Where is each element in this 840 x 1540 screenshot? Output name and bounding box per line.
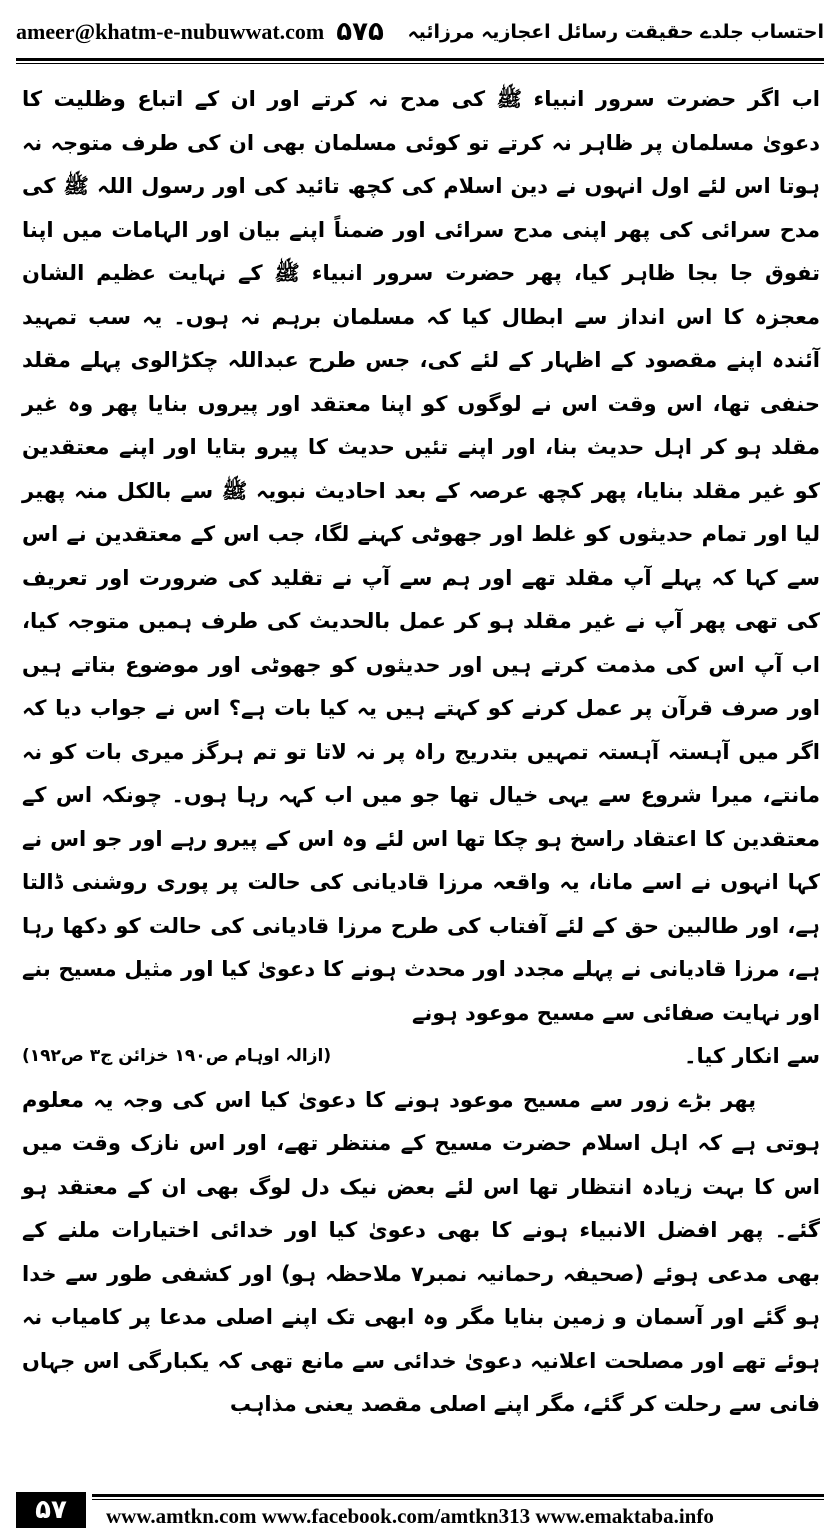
paragraph-2: پھر بڑے زور سے مسیح موعود ہونے کا دعویٰ کیا اس کی وجہ یہ معلوم ہوتی ہے کہ اہل اسلام حضرت مسیح کے منتظر تھے، اور اس نازک وقت میں اس کا بہت زیادہ انتظار تھا اس لئے بعض نیک دل لوگ بھی ان کے معتقد ہو گئے۔ پھر افضل الانبیاء ہونے کا بھی دعویٰ کیا اور خدائی اختیارات ملنے کے بھی مدعی ہوئے (صحیفہ رحمانیہ نمبر۷ ملاحظہ ہو) اور کشفی طور سے خدا ہو گئے اور آسمان و زمین بنایا مگر وہ ابھی تک اپنے اصلی مدعا پر کامیاب نہ ہوئے تھے اور مصلحت اعلانیہ دعویٰ خدائی سے مانع تھی کہ یکبارگی اس جہاں فانی سے رحلت کر گئے، مگر اپنے اصلی مقصد یعنی مذاہب bbox=[22, 1087, 821, 1416]
reference-line bbox=[22, 1035, 820, 1079]
header-book-title: احتساب جلدے حقیقت رسائل اعجازیہ مرزائیہ bbox=[407, 21, 824, 43]
page-header bbox=[16, 12, 824, 52]
paragraph-1: اب اگر حضرت سرور انبیاء ﷺ کی مدح نہ کرتے اور ان کے اتباع وظلیت کا دعویٰ مسلمان پر ظاہر نہ کرتے تو کوئی مسلمان بھی ان کی طرف متوجہ نہ ہوتا اس لئے اول انہوں نے دین اسلام کی کچھ تائید کی اور رسول اللہ ﷺ کی مدح سرائی کی پھر اپنی مدح سرائی اور ضمناً اپنے بیان اور الہامات میں اپنا تفوق جا بجا ظاہر کیا، پھر حضرت سرور انبیاء ﷺ کے نہایت عظیم الشان معجزہ کا اس انداز سے ابطال کیا کہ مسلمان برہم نہ ہوں۔ یہ سب تمہید آئندہ اپنے مقصود کے اظہار کے لئے کی، جس طرح عبداللہ چکڑالوی پہلے مقلد حنفی تھا، اس وقت اس نے لوگوں کو اپنا معتقد اور پیروں بنایا پھر وہ غیر مقلد ہو کر اہل حدیث بنا، اور اپنے تئیں حدیث کا پیرو بتایا اور اپنے معتقدین کو غیر مقلد بنایا، پھر کچھ عرصہ کے بعد احادیث نبویہ ﷺ سے بالکل منہ پھیر لیا اور تمام حدیثوں کو غلط اور جھوٹی کہنے لگا، جب اس کے معتقدین نے اس سے کہا کہ پہلے آپ مقلد تھے اور ہم سے آپ نے تقلید کی ضرورت اور تعریف کی تھی پھر آپ نے غیر مقلد ہو کر عمل بالحدیث کی طرف ہمیں متوجہ کیا، اب آپ اس کی مذمت کرتے ہیں اور حدیثوں کو جھوٹی اور موضوع بتاتے ہیں اور صرف قرآن پر عمل کرنے کو کہتے ہیں یہ کیا بات ہے؟ اس نے جواب دیا کہ اگر میں آہستہ آہستہ تمہیں بتدریج راہ پر نہ لاتا تو تم ہرگز میری بات کو نہ مانتے، میرا شروع سے یہی خیال تھا جو میں اب کہہ رہا ہوں۔ چونکہ اس کے معتقدین کا اعتقاد راسخ ہو چکا تھا اس لئے وہ اس کے پیرو رہے اور جو اس نے کہا انہوں نے اسے مانا، یہ واقعہ مرزا قادیانی کی حالت پر پوری روشنی ڈالتا ہے، اور طالبین حق کے لئے آفتاب کی طرح مرزا قادیانی کی حالت کو دکھا رہا ہے، مرزا قادیانی نے پہلے مجدد اور محدث ہونے کا دعویٰ کیا اور مثیل مسیح بنے اور نہایت صفائی سے مسیح موعود ہونے bbox=[22, 87, 820, 1025]
header-email: ameer@khatm-e-nubuwwat.com bbox=[16, 19, 325, 44]
header-rule-thin bbox=[16, 63, 824, 64]
header-left bbox=[16, 17, 384, 47]
header-page-number: ۵۷۵ bbox=[336, 17, 384, 47]
page-footer bbox=[16, 1488, 824, 1532]
paragraph-1-end: سے انکار کیا۔ bbox=[684, 1044, 820, 1068]
footer-rule-thin bbox=[92, 1499, 824, 1500]
footer-links: www.amtkn.com www.facebook.com/amtkn313 www.emaktaba.info bbox=[106, 1504, 714, 1528]
footer-page-number: ۵۷ bbox=[16, 1492, 86, 1528]
footer-rule-thick bbox=[92, 1494, 824, 1497]
citation: (ازالہ اوہام ص۱۹۰ خزائن ج۳ ص۱۹۲) bbox=[22, 1046, 332, 1066]
header-rule-thick bbox=[16, 58, 824, 61]
page-body bbox=[22, 78, 820, 1427]
